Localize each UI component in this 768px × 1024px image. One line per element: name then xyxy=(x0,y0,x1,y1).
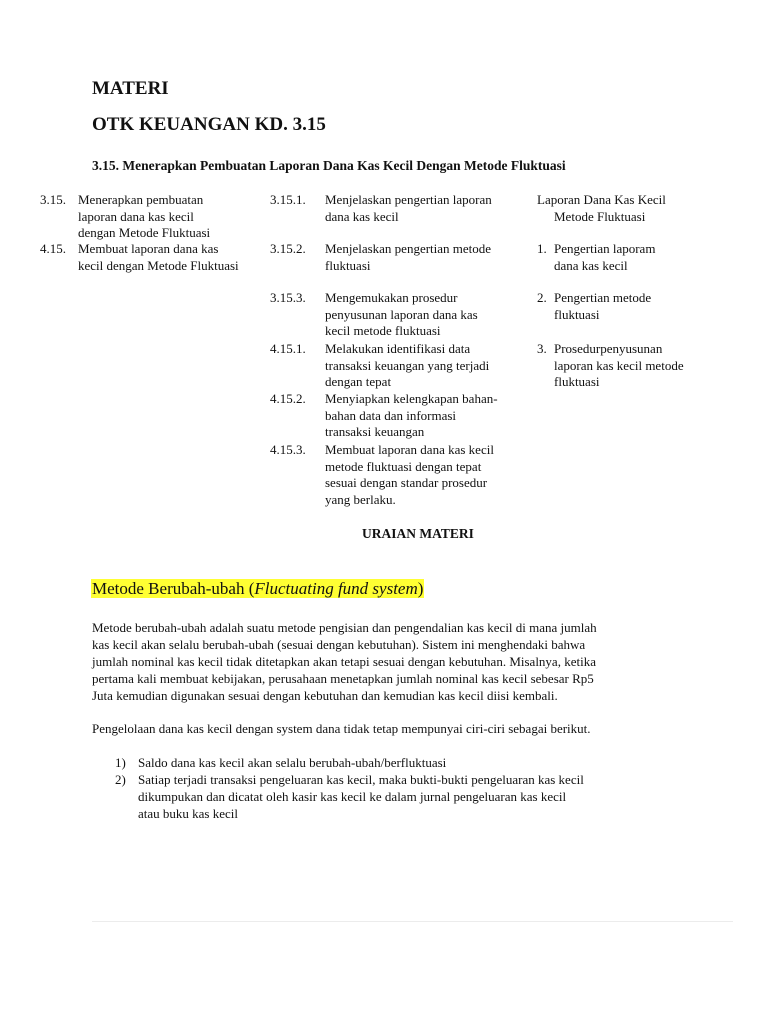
indicator-line: kecil metode fluktuasi xyxy=(325,323,441,338)
paragraph-line: Juta kemudian digunakan sesuai dengan kebutuhan dan kemudian kas kecil diisi kembali. xyxy=(92,688,558,703)
indicator-line: bahan data dan informasi xyxy=(325,407,457,423)
indicator-text xyxy=(325,290,478,340)
kd-line: dengan Metode Fluktuasi xyxy=(78,225,211,240)
page-divider xyxy=(92,921,733,922)
indicator-line: Menjelaskan pengertian metode xyxy=(325,241,492,256)
kd-number: 3.15. xyxy=(40,192,66,207)
indicator-text xyxy=(325,442,494,508)
list-item-number: 1) xyxy=(115,755,126,770)
materi-item-text xyxy=(554,341,684,391)
materi-item-line: Prosedurpenyusunan xyxy=(554,341,663,356)
indicator-line: Menyiapkan kelengkapan bahan- xyxy=(325,391,498,406)
indicator-text xyxy=(325,192,492,225)
list-item-number: 2) xyxy=(115,772,126,787)
paragraph-line: jumlah nominal kas kecil tidak ditetapkan akan tetapi sesuai dengan kebutuhan. Misalnya, ketika xyxy=(92,654,596,669)
materi-item-text xyxy=(554,290,651,323)
materi-item-line: Pengertian metode xyxy=(554,290,652,305)
section-title-text: Metode Berubah-ubah ( xyxy=(92,579,255,598)
indicator-number: 4.15.2. xyxy=(270,391,306,406)
indicator-line: transaksi keuangan yang terjadi xyxy=(325,357,490,373)
section-title xyxy=(91,578,424,599)
materi-header xyxy=(537,192,666,225)
indicator-text xyxy=(325,391,498,441)
list-item-line: Saldo dana kas kecil akan selalu berubah-ubah/berfluktuasi xyxy=(138,755,447,770)
kd-line: Membuat laporan dana kas xyxy=(78,241,219,256)
materi-header-line: Laporan Dana Kas Kecil xyxy=(537,192,666,207)
indicator-line: Membuat laporan dana kas kecil xyxy=(325,442,494,457)
indicator-line: Mengemukakan prosedur xyxy=(325,290,458,305)
list-item-line: atau buku kas kecil xyxy=(138,806,238,821)
materi-item-line: laporan kas kecil metode xyxy=(554,357,684,373)
uraian-materi-heading: URAIAN MATERI xyxy=(362,526,474,541)
materi-item-number: 1. xyxy=(537,241,547,256)
indicator-line: penyusunan laporan dana kas xyxy=(325,306,478,322)
indicator-line: Menjelaskan pengertian laporan xyxy=(325,192,492,207)
section-title-highlight xyxy=(91,579,424,598)
indicator-number: 4.15.1. xyxy=(270,341,306,356)
indicator-line: yang berlaku. xyxy=(325,491,396,507)
kd-number: 4.15. xyxy=(40,241,66,256)
indicator-number: 3.15.2. xyxy=(270,241,306,256)
paragraph-characteristics: Pengelolaan dana kas kecil dengan system dana tidak tetap mempunyai ciri-ciri sebagai berikut. xyxy=(92,721,591,736)
list-item-line: Satiap terjadi transaksi pengeluaran kas kecil, maka bukti-bukti pengeluaran kas kecil xyxy=(138,772,584,787)
kd-line: laporan dana kas kecil xyxy=(78,208,194,224)
materi-item-line: Pengertian laporam xyxy=(554,241,656,256)
indicator-line: dengan tepat xyxy=(325,374,392,389)
indicator-line: sesuai dengan standar prosedur xyxy=(325,475,488,490)
section-title-close: ) xyxy=(417,579,424,598)
list-item-text xyxy=(138,771,584,822)
document-subtitle-kd: OTK KEUANGAN KD. 3.15 xyxy=(92,114,326,135)
indicator-text xyxy=(325,341,489,391)
section-title-italic: Fluctuating fund system xyxy=(254,579,418,598)
indicator-text xyxy=(325,241,491,274)
document-title: MATERI xyxy=(92,78,169,99)
paragraph-line: pertama kali membuat kebijakan, perusahaan menetapkan jumlah nominal kas kecil sebesar Rp5 xyxy=(92,671,594,686)
indicator-line: transaksi keuangan xyxy=(325,424,425,439)
list-item-text xyxy=(138,754,446,771)
list-item-line: dikumpukan dan dicatat oleh kasir kas kecil ke dalam jurnal pengeluaran kas kecil xyxy=(138,789,567,804)
kd-text xyxy=(78,192,210,242)
materi-item-line: fluktuasi xyxy=(554,374,600,389)
indicator-number: 4.15.3. xyxy=(270,442,306,457)
kd-line: kecil dengan Metode Fluktuasi xyxy=(78,257,239,273)
materi-item-number: 2. xyxy=(537,290,547,305)
indicator-line: fluktuasi xyxy=(325,257,371,273)
indicator-line: dana kas kecil xyxy=(325,208,399,224)
indicator-line: Melakukan identifikasi data xyxy=(325,341,471,356)
materi-item-number: 3. xyxy=(537,341,547,356)
kd-text xyxy=(78,241,239,274)
indicator-line: metode fluktuasi dengan tepat xyxy=(325,458,482,474)
materi-header-line: Metode Fluktuasi xyxy=(554,208,646,224)
indicator-number: 3.15.1. xyxy=(270,192,306,207)
paragraph-line: kas kecil akan selalu berubah-ubah (sesuai dengan kebutuhan). Sistem ini menghendaki bahwa xyxy=(92,637,586,652)
materi-item-line: dana kas kecil xyxy=(554,257,628,273)
kd-line: Menerapkan pembuatan xyxy=(78,192,204,207)
indicator-number: 3.15.3. xyxy=(270,290,306,305)
paragraph-definition xyxy=(92,619,597,704)
materi-item-text xyxy=(554,241,655,274)
paragraph-line: Metode berubah-ubah adalah suatu metode pengisian dan pengendalian kas kecil di mana jumlah xyxy=(92,620,597,635)
kd-subtitle: 3.15. Menerapkan Pembuatan Laporan Dana Kas Kecil Dengan Metode Fluktuasi xyxy=(92,158,566,173)
materi-item-line: fluktuasi xyxy=(554,306,600,322)
